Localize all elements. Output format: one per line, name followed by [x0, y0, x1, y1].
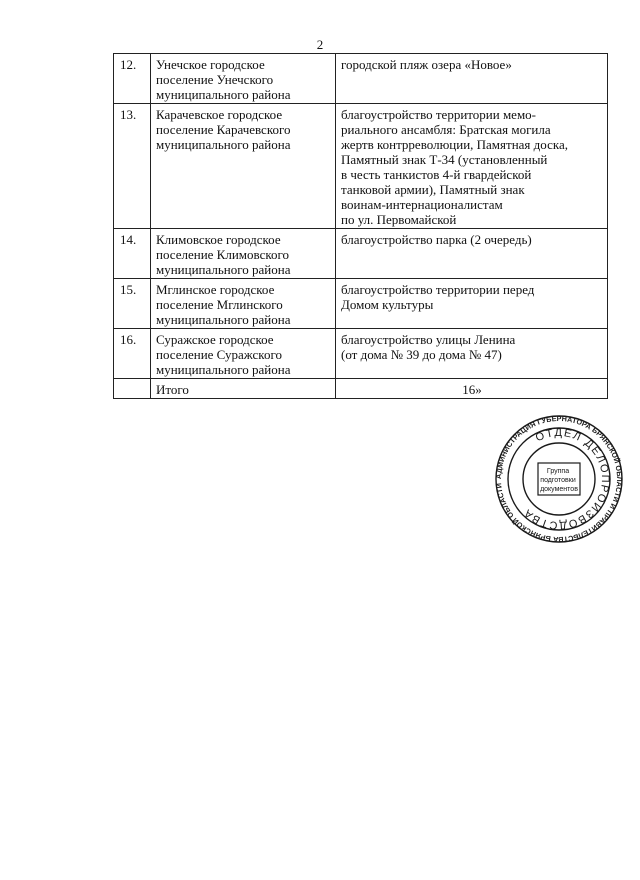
settlement-cell: Карачевское городское поселение Карачевского муниципального района: [151, 104, 336, 229]
office-stamp: [494, 414, 624, 544]
settlement-cell: Суражское городское поселение Суражского муниципального района: [151, 329, 336, 379]
table-row: [114, 329, 608, 379]
settlement-cell: Климовское городское поселение Климовского муниципального района: [151, 229, 336, 279]
table-row: [114, 279, 608, 329]
total-value: 16»: [336, 379, 608, 399]
stamp-middle-text: ОТДЕЛ ДЕЛОПРОИЗВОДСТВА: [520, 426, 612, 532]
total-number-cell: [114, 379, 151, 399]
settlement-cell: Унечское городское поселение Унечского муниципального района: [151, 54, 336, 104]
object-cell: благоустройство территории перед Домом культуры: [336, 279, 608, 329]
total-label: Итого: [151, 379, 336, 399]
row-number: 14.: [114, 229, 151, 279]
row-number: 12.: [114, 54, 151, 104]
stamp-center-text: Группа подготовки документов: [540, 468, 578, 493]
row-number: 13.: [114, 104, 151, 229]
table-row: [114, 54, 608, 104]
object-cell: благоустройство улицы Ленина (от дома № 39 до дома № 47): [336, 329, 608, 379]
row-number: 15.: [114, 279, 151, 329]
settlement-cell: Мглинское городское поселение Мглинского муниципального района: [151, 279, 336, 329]
object-cell: благоустройство территории мемо- риального ансамбля: Братская могила жертв контрреволюции, Памятная доска, Памятный знак Т-34 (установленный в честь танкистов 4-й гвардейской танковой армии), Памятный знак воинам-интернационалистам по ул. Первомайской: [336, 104, 608, 229]
total-row: [114, 379, 608, 399]
object-cell: благоустройство парка (2 очередь): [336, 229, 608, 279]
table-row: [114, 229, 608, 279]
table-row: [114, 104, 608, 229]
settlements-table: [113, 53, 608, 399]
object-cell: городской пляж озера «Новое»: [336, 54, 608, 104]
page-number: 2: [316, 37, 324, 52]
stamp-outer-text: АДМИНИСТРАЦИЯ ГУБЕРНАТОРА БРЯНСКОЙ ОБЛАСТИ И ПРАВИТЕЛЬСТВА БРЯНСКОЙ ОБЛАСТИ: [494, 414, 624, 544]
row-number: 16.: [114, 329, 151, 379]
